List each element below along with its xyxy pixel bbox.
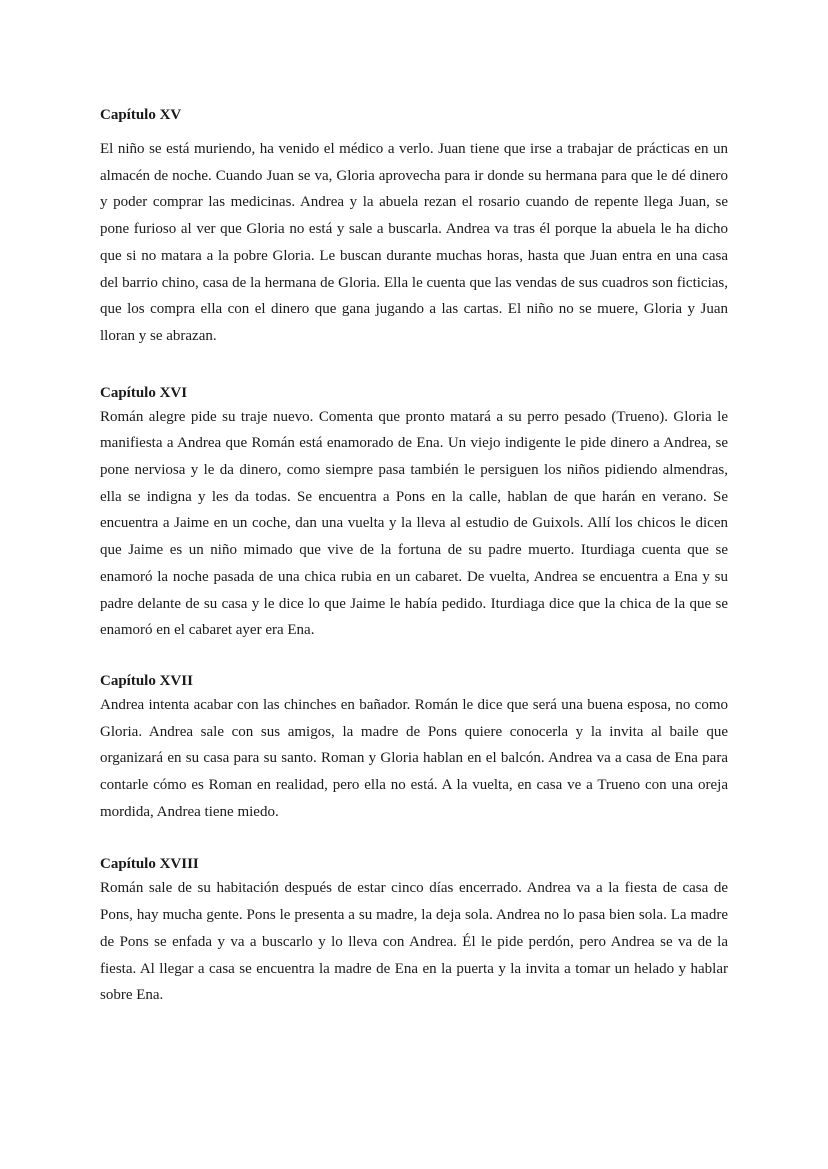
chapter-body: Andrea intenta acabar con las chinches en bañador. Román le dice que será una buena esposa, no como Gloria. Andrea sale con sus amigos, la madre de Pons quiere conocerla y la invita al baile que organizará en su casa para su santo. Roman y Gloria hablan en el balcón. Andrea va a casa de Ena para contarle cómo es Roman en realidad, pero ella no está. A la vuelta, en casa ve a Trueno con una oreja mordida, Andrea tiene miedo.: [100, 696, 728, 820]
chapter-body: Román sale de su habitación después de estar cinco días encerrado. Andrea va a la fiesta de casa de Pons, hay mucha gente. Pons le presenta a su madre, la deja sola. Andrea no lo pasa bien sola. La madre de Pons se enfada y va a buscarlo y lo lleva con Andrea. Él le pide perdón, pero Andrea se va de la fiesta. Al llegar a casa se encuentra la madre de Ena en la puerta y la invita a tomar un helado y hablar sobre Ena.: [100, 880, 728, 1004]
chapter-15: [100, 104, 728, 350]
chapter-title: Capítulo XVIII: [100, 856, 199, 873]
chapter-body: Román alegre pide su traje nuevo. Comenta que pronto matará a su perro pesado (Trueno). Gloria le manifiesta a Andrea que Román está enamorado de Ena. Un viejo indigente le pide dinero a Andrea, se pone nerviosa y le da dinero, como siempre pasa también le persiguen los niños pidiendo almendras, ella se indigna y les da todas. Se encuentra a Pons en la calle, hablan de que harán en verano. Se encuentra a Jaime en un coche, dan una vuelta y la lleva al estudio de Guixols. Allí los chicos le dicen que Jaime es un niño mimado que vive de la fortuna de su padre muerto. Iturdiaga cuenta que se enamoró la noche pasada de una chica rubia en un cabaret. De vuelta, Andrea se encuentra a Ena y su padre delante de su casa y le dice lo que Jaime le había pedido. Iturdiaga dice que la chica de la que se enamoró en el cabaret ayer era Ena.: [100, 408, 728, 639]
chapter-18: [100, 853, 728, 1009]
chapter-title: Capítulo XVI: [100, 384, 188, 401]
chapter-title: Capítulo XV: [100, 107, 182, 123]
chapter-17: [100, 670, 728, 826]
chapter-title: Capítulo XVII: [100, 672, 193, 689]
document-page: [100, 104, 728, 1009]
chapter-16: [100, 382, 728, 644]
chapter-body: El niño se está muriendo, ha venido el médico a verlo. Juan tiene que irse a trabajar de prácticas en un almacén de noche. Cuando Juan se va, Gloria aprovecha para ir donde su hermana para que le dé dinero y poder comprar las medicinas. Andrea y la abuela rezan el rosario cuando de repente llega Juan, se pone furioso al ver que Gloria no está y sale a buscarla. Andrea va tras él porque la abuela le ha dicho que si no matara a la pobre Gloria. Le buscan durante muchas horas, hasta que Juan entra en una casa del barrio chino, casa de la hermana de Gloria. Ella le cuenta que las vendas de sus cuadros son ficticias, que los compra ella con el dinero que gana jugando a las cartas. El niño no se muere, Gloria y Juan lloran y se abrazan.: [100, 141, 728, 344]
